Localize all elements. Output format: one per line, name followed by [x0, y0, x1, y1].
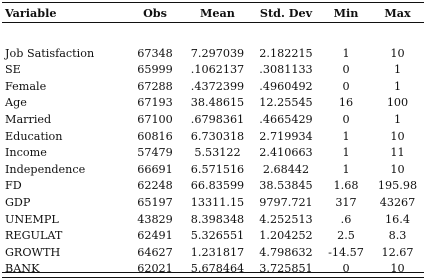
cell-min: 0 [342, 113, 350, 127]
cell-obs: 60816 [137, 129, 173, 143]
cell-min: 1 [342, 46, 350, 60]
table-body [2, 23, 424, 278]
cell-min: 16 [338, 96, 354, 110]
cell-mean: 6.730318 [190, 129, 245, 143]
cell-max: 12.67 [381, 245, 414, 259]
cell-variable: Education [5, 129, 63, 143]
cell-std-dev: 2.719934 [259, 129, 313, 143]
cell-mean: 13311.15 [190, 196, 245, 210]
cell-min: -14.57 [328, 245, 364, 259]
cell-std-dev: .3081133 [259, 63, 313, 77]
cell-max: 1 [393, 63, 402, 77]
cell-std-dev: 9797.721 [259, 196, 313, 210]
cell-variable: REGULAT [5, 229, 63, 243]
cell-obs: 65999 [137, 63, 173, 77]
cell-max: 195.98 [377, 179, 418, 193]
cell-std-dev: 1.204252 [259, 229, 313, 243]
cell-variable: Married [5, 113, 52, 127]
cell-obs: 67288 [137, 79, 173, 93]
table-row [2, 95, 424, 112]
cell-min: 1.68 [333, 179, 359, 193]
cell-variable: Job Satisfaction [5, 46, 95, 60]
table-bottom-rule [2, 272, 424, 273]
cell-obs: 62248 [137, 179, 173, 193]
cell-mean: 1.231817 [190, 245, 245, 259]
cell-min: 0 [342, 63, 350, 77]
cell-obs: 65197 [137, 196, 173, 210]
cell-std-dev: 12.25545 [259, 96, 313, 110]
table-row [2, 194, 424, 211]
table-row [2, 78, 424, 95]
cell-obs: 67100 [137, 113, 173, 127]
cell-std-dev: 4.252513 [259, 212, 313, 226]
header-mean: Mean [184, 3, 251, 23]
cell-mean: .6798361 [190, 113, 245, 127]
header-row [2, 3, 424, 23]
cell-max: 11 [390, 146, 405, 160]
cell-std-dev: 3.725851 [251, 261, 321, 278]
cell-obs: 66691 [137, 162, 173, 176]
cell-max: 10 [390, 46, 405, 60]
cell-max: 16.4 [385, 212, 410, 226]
cell-std-dev: 2.182215 [259, 46, 313, 60]
cell-variable: Female [5, 79, 47, 93]
table-row [2, 145, 424, 162]
cell-variable: Income [5, 146, 47, 160]
table-row [2, 261, 424, 278]
spacer-row [2, 23, 424, 46]
cell-max: 10 [371, 261, 424, 278]
header-variable: Variable [2, 3, 126, 23]
cell-mean: 5.53122 [194, 146, 241, 160]
cell-std-dev: 2.410663 [259, 146, 313, 160]
cell-min: 1 [342, 129, 350, 143]
cell-mean: 5.678464 [184, 261, 251, 278]
cell-max: 1 [393, 79, 402, 93]
cell-std-dev: 4.798632 [259, 245, 313, 259]
cell-std-dev: 2.68442 [262, 162, 310, 176]
cell-max: 8.3 [388, 229, 407, 243]
header-max: Max [371, 3, 424, 23]
cell-min: 2.5 [337, 229, 355, 243]
cell-mean: 5.326551 [190, 229, 245, 243]
cell-obs: 62021 [126, 261, 184, 278]
table-row [2, 111, 424, 128]
cell-min: 1 [342, 146, 350, 160]
cell-min: .6 [340, 212, 352, 226]
cell-std-dev: .4665429 [259, 113, 313, 127]
cell-variable: UNEMPL [5, 212, 59, 226]
cell-obs: 57479 [137, 146, 173, 160]
cell-max: 10 [390, 129, 405, 143]
cell-obs: 67193 [137, 96, 173, 110]
table-row [2, 244, 424, 261]
cell-mean: 66.83599 [190, 179, 245, 193]
cell-variable: BANK [2, 261, 126, 278]
cell-max: 100 [386, 96, 409, 110]
cell-obs: 62491 [137, 229, 173, 243]
cell-min: 0 [342, 79, 350, 93]
table-row [2, 178, 424, 195]
table-row [2, 45, 424, 62]
cell-mean: .1062137 [190, 63, 245, 77]
cell-variable: GDP [5, 196, 31, 210]
cell-variable: FD [5, 179, 22, 193]
cell-std-dev: 38.53845 [259, 179, 313, 193]
cell-min: 0 [321, 261, 371, 278]
cell-mean: 8.398348 [190, 212, 245, 226]
cell-min: 1 [342, 162, 350, 176]
cell-mean: 7.297039 [190, 46, 245, 60]
cell-variable: SE [5, 63, 21, 77]
table-row [2, 161, 424, 178]
cell-max: 1 [393, 113, 402, 127]
cell-max: 10 [390, 162, 405, 176]
table-row [2, 62, 424, 79]
cell-mean: .4372399 [190, 79, 245, 93]
table-row [2, 128, 424, 145]
cell-variable: Age [5, 96, 27, 110]
cell-obs: 43829 [137, 212, 173, 226]
cell-mean: 38.48615 [190, 96, 245, 110]
cell-std-dev: .4960492 [259, 79, 313, 93]
cell-max: 43267 [379, 196, 416, 210]
table-row [2, 228, 424, 245]
table-row [2, 211, 424, 228]
cell-obs: 67348 [137, 46, 173, 60]
header-obs: Obs [126, 3, 184, 23]
cell-variable: Independence [5, 162, 86, 176]
cell-obs: 64627 [137, 245, 173, 259]
summary-statistics-table [2, 2, 424, 278]
cell-min: 317 [335, 196, 357, 210]
header-min: Min [321, 3, 371, 23]
cell-mean: 6.571516 [190, 162, 245, 176]
header-std-dev: Std. Dev [251, 3, 321, 23]
cell-variable: GROWTH [5, 245, 61, 259]
